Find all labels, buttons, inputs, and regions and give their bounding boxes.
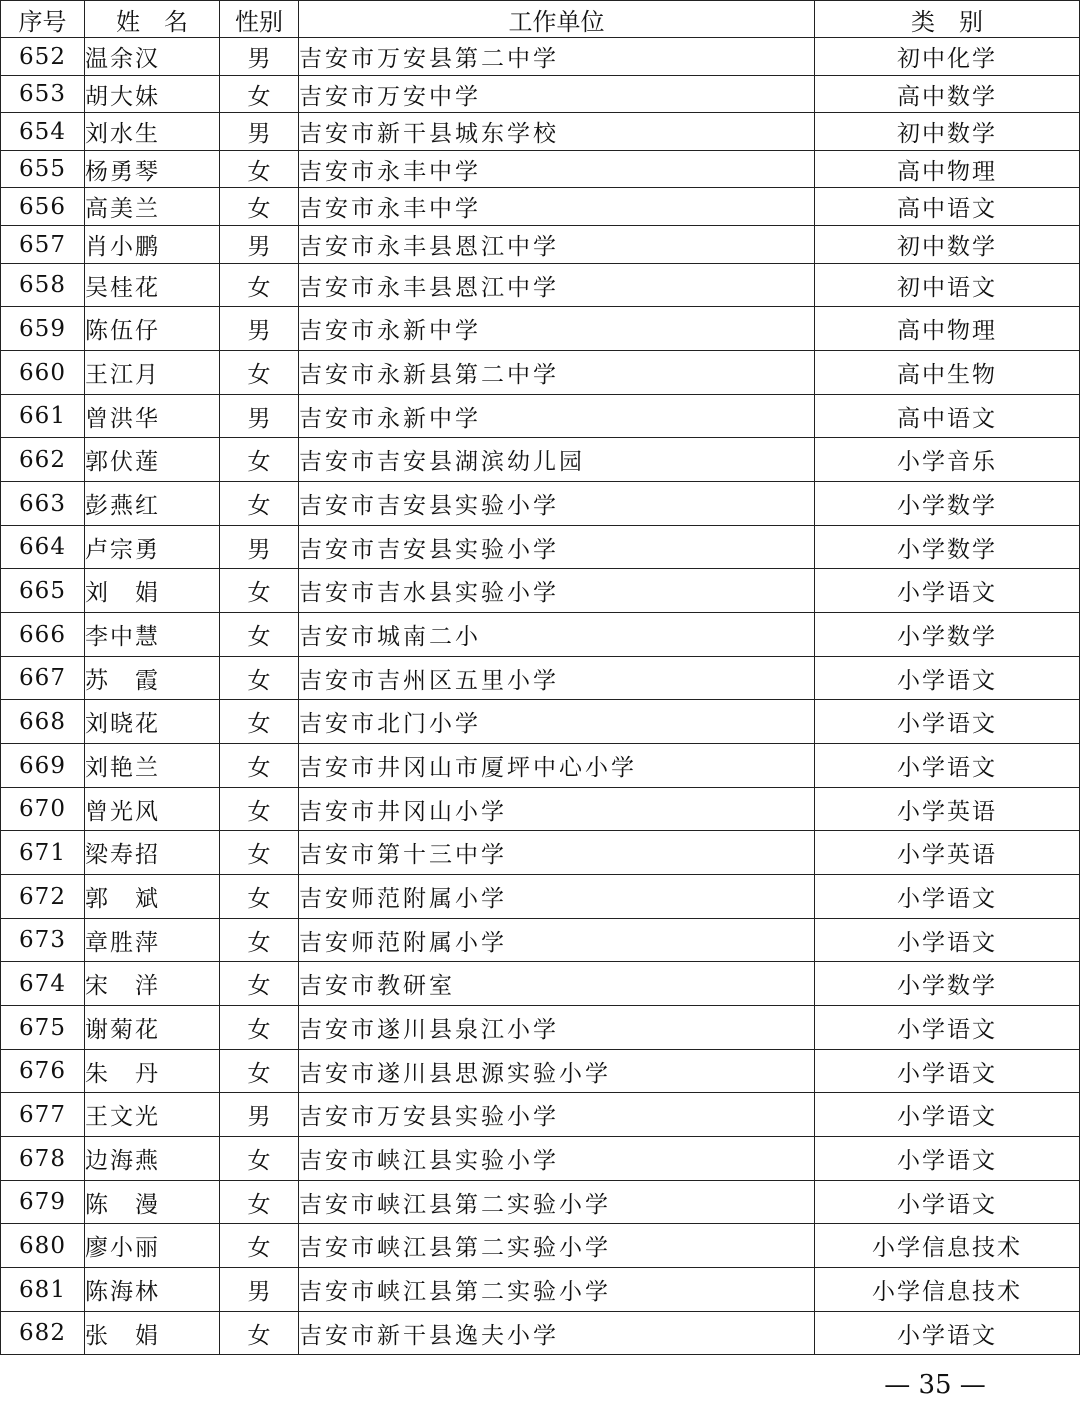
cell-category: 小学语文 [815,744,1080,788]
cell-unit: 吉安市万安县第二中学 [299,38,815,76]
table-row [1,264,1080,307]
cell-name: 杨勇琴 [85,151,220,188]
cell-name: 王文光 [85,1093,220,1137]
cell-gender: 女 [220,151,299,188]
cell-gender: 男 [220,226,299,264]
cell-name: 吴桂花 [85,264,220,307]
table-row [1,38,1080,76]
cell-gender: 女 [220,744,299,788]
cell-category: 初中语文 [815,264,1080,307]
cell-gender: 女 [220,788,299,831]
table-row [1,1050,1080,1093]
cell-category: 小学数学 [815,962,1080,1006]
cell-unit: 吉安市吉水县实验小学 [299,569,815,613]
cell-unit: 吉安市万安县实验小学 [299,1093,815,1137]
cell-unit: 吉安市吉安县湖滨幼儿园 [299,438,815,482]
cell-gender: 女 [220,264,299,307]
cell-name: 李中慧 [85,613,220,657]
cell-gender: 女 [220,700,299,744]
cell-unit: 吉安市新干县逸夫小学 [299,1312,815,1355]
cell-name: 彭燕红 [85,482,220,526]
cell-category: 小学信息技术 [815,1224,1080,1268]
cell-name: 肖小鹏 [85,226,220,264]
header-row [1,1,1080,38]
cell-category: 小学语文 [815,700,1080,744]
cell-unit: 吉安市峡江县实验小学 [299,1137,815,1181]
cell-no: 681 [1,1268,85,1312]
cell-no: 680 [1,1224,85,1268]
cell-unit: 吉安市遂川县思源实验小学 [299,1050,815,1093]
cell-category: 小学语文 [815,1181,1080,1224]
cell-name: 卢宗勇 [85,526,220,569]
cell-no: 655 [1,151,85,188]
cell-name: 谢菊花 [85,1006,220,1050]
cell-no: 672 [1,875,85,919]
cell-unit: 吉安市新干县城东学校 [299,113,815,151]
cell-gender: 女 [220,919,299,962]
cell-unit: 吉安师范附属小学 [299,919,815,962]
cell-unit: 吉安市永新中学 [299,395,815,438]
cell-unit: 吉安市永丰中学 [299,151,815,188]
table-row [1,188,1080,226]
cell-unit: 吉安市峡江县第二实验小学 [299,1268,815,1312]
cell-category: 小学语文 [815,1050,1080,1093]
cell-unit: 吉安市峡江县第二实验小学 [299,1181,815,1224]
table-row [1,307,1080,351]
cell-name: 曾光风 [85,788,220,831]
cell-unit: 吉安市第十三中学 [299,831,815,875]
cell-category: 小学语文 [815,1093,1080,1137]
cell-gender: 女 [220,1181,299,1224]
table-row [1,744,1080,788]
cell-no: 662 [1,438,85,482]
table-row [1,831,1080,875]
cell-unit: 吉安市吉安县实验小学 [299,482,815,526]
table-row [1,113,1080,151]
cell-name: 廖小丽 [85,1224,220,1268]
cell-category: 初中数学 [815,226,1080,264]
cell-no: 663 [1,482,85,526]
cell-name: 刘晓花 [85,700,220,744]
cell-name: 刘 娟 [85,569,220,613]
cell-name: 高美兰 [85,188,220,226]
table-row [1,962,1080,1006]
cell-gender: 女 [220,1312,299,1355]
cell-unit: 吉安市永新县第二中学 [299,351,815,395]
cell-no: 678 [1,1137,85,1181]
table-row [1,482,1080,526]
cell-unit: 吉安市永丰县恩江中学 [299,264,815,307]
header-gender: 性别 [220,1,299,38]
table-row [1,1268,1080,1312]
cell-unit: 吉安市永丰县恩江中学 [299,226,815,264]
cell-gender: 男 [220,395,299,438]
cell-no: 652 [1,38,85,76]
header-name: 姓 名 [85,1,220,38]
table-row [1,438,1080,482]
table-row [1,395,1080,438]
cell-no: 668 [1,700,85,744]
table-row [1,919,1080,962]
cell-name: 章胜萍 [85,919,220,962]
cell-gender: 女 [220,962,299,1006]
cell-name: 边海燕 [85,1137,220,1181]
cell-gender: 女 [220,1224,299,1268]
cell-name: 郭 斌 [85,875,220,919]
cell-no: 682 [1,1312,85,1355]
cell-gender: 男 [220,1268,299,1312]
cell-category: 小学信息技术 [815,1268,1080,1312]
cell-gender: 女 [220,1137,299,1181]
cell-gender: 男 [220,1093,299,1137]
cell-no: 659 [1,307,85,351]
table-row [1,1093,1080,1137]
cell-category: 小学音乐 [815,438,1080,482]
cell-category: 高中物理 [815,307,1080,351]
cell-gender: 女 [220,1050,299,1093]
cell-name: 郭伏莲 [85,438,220,482]
cell-category: 高中语文 [815,188,1080,226]
cell-no: 657 [1,226,85,264]
cell-no: 677 [1,1093,85,1137]
cell-gender: 男 [220,526,299,569]
cell-name: 陈伍仔 [85,307,220,351]
table-row [1,788,1080,831]
cell-no: 661 [1,395,85,438]
cell-category: 初中化学 [815,38,1080,76]
cell-gender: 女 [220,188,299,226]
cell-no: 673 [1,919,85,962]
cell-category: 高中语文 [815,395,1080,438]
cell-no: 676 [1,1050,85,1093]
cell-gender: 女 [220,1006,299,1050]
cell-gender: 女 [220,657,299,700]
cell-category: 小学数学 [815,526,1080,569]
cell-no: 666 [1,613,85,657]
cell-category: 小学数学 [815,482,1080,526]
table-row [1,526,1080,569]
cell-unit: 吉安市井冈山小学 [299,788,815,831]
cell-gender: 男 [220,38,299,76]
cell-category: 小学语文 [815,919,1080,962]
roster-body [1,38,1080,1355]
table-row [1,657,1080,700]
cell-name: 刘水生 [85,113,220,151]
cell-name: 温余汉 [85,38,220,76]
cell-category: 小学语文 [815,1312,1080,1355]
cell-name: 宋 洋 [85,962,220,1006]
cell-unit: 吉安市永新中学 [299,307,815,351]
cell-no: 669 [1,744,85,788]
cell-category: 初中数学 [815,113,1080,151]
cell-name: 王江月 [85,351,220,395]
cell-no: 656 [1,188,85,226]
cell-unit: 吉安市城南二小 [299,613,815,657]
table-row [1,1006,1080,1050]
cell-name: 陈 漫 [85,1181,220,1224]
cell-category: 小学英语 [815,831,1080,875]
header-no: 序号 [1,1,85,38]
cell-unit: 吉安市教研室 [299,962,815,1006]
cell-category: 小学语文 [815,657,1080,700]
table-row [1,700,1080,744]
table-row [1,875,1080,919]
table-row [1,1224,1080,1268]
table-row [1,569,1080,613]
table-row [1,1181,1080,1224]
cell-no: 670 [1,788,85,831]
cell-category: 小学数学 [815,613,1080,657]
cell-unit: 吉安市峡江县第二实验小学 [299,1224,815,1268]
cell-name: 胡大妹 [85,76,220,113]
cell-unit: 吉安市遂川县泉江小学 [299,1006,815,1050]
cell-gender: 男 [220,113,299,151]
cell-unit: 吉安市永丰中学 [299,188,815,226]
cell-no: 679 [1,1181,85,1224]
cell-category: 小学语文 [815,875,1080,919]
cell-name: 张 娟 [85,1312,220,1355]
cell-name: 朱 丹 [85,1050,220,1093]
cell-no: 653 [1,76,85,113]
table-row [1,1312,1080,1355]
cell-gender: 女 [220,351,299,395]
cell-no: 674 [1,962,85,1006]
cell-category: 小学语文 [815,1006,1080,1050]
table-row [1,613,1080,657]
table-row [1,226,1080,264]
cell-name: 刘艳兰 [85,744,220,788]
cell-unit: 吉安市吉安县实验小学 [299,526,815,569]
table-row [1,76,1080,113]
header-unit: 工作单位 [299,1,815,38]
cell-no: 658 [1,264,85,307]
cell-gender: 男 [220,307,299,351]
cell-name: 陈海林 [85,1268,220,1312]
cell-no: 664 [1,526,85,569]
cell-gender: 女 [220,831,299,875]
cell-category: 高中物理 [815,151,1080,188]
cell-unit: 吉安市吉州区五里小学 [299,657,815,700]
cell-category: 小学语文 [815,1137,1080,1181]
cell-gender: 女 [220,438,299,482]
cell-no: 665 [1,569,85,613]
cell-unit: 吉安市北门小学 [299,700,815,744]
table-row [1,1137,1080,1181]
cell-gender: 女 [220,482,299,526]
cell-name: 曾洪华 [85,395,220,438]
cell-gender: 女 [220,76,299,113]
cell-category: 高中生物 [815,351,1080,395]
cell-category: 高中数学 [815,76,1080,113]
cell-category: 小学语文 [815,569,1080,613]
cell-name: 苏 霞 [85,657,220,700]
table-row [1,351,1080,395]
cell-category: 小学英语 [815,788,1080,831]
cell-name: 梁寿招 [85,831,220,875]
table-row [1,151,1080,188]
header-category: 类 别 [815,1,1080,38]
cell-gender: 女 [220,613,299,657]
cell-no: 654 [1,113,85,151]
cell-no: 675 [1,1006,85,1050]
page-number: — 35 — [884,1370,986,1400]
cell-no: 667 [1,657,85,700]
cell-unit: 吉安师范附属小学 [299,875,815,919]
cell-unit: 吉安市井冈山市厦坪中心小学 [299,744,815,788]
cell-unit: 吉安市万安中学 [299,76,815,113]
cell-gender: 女 [220,875,299,919]
cell-no: 671 [1,831,85,875]
cell-gender: 女 [220,569,299,613]
cell-no: 660 [1,351,85,395]
